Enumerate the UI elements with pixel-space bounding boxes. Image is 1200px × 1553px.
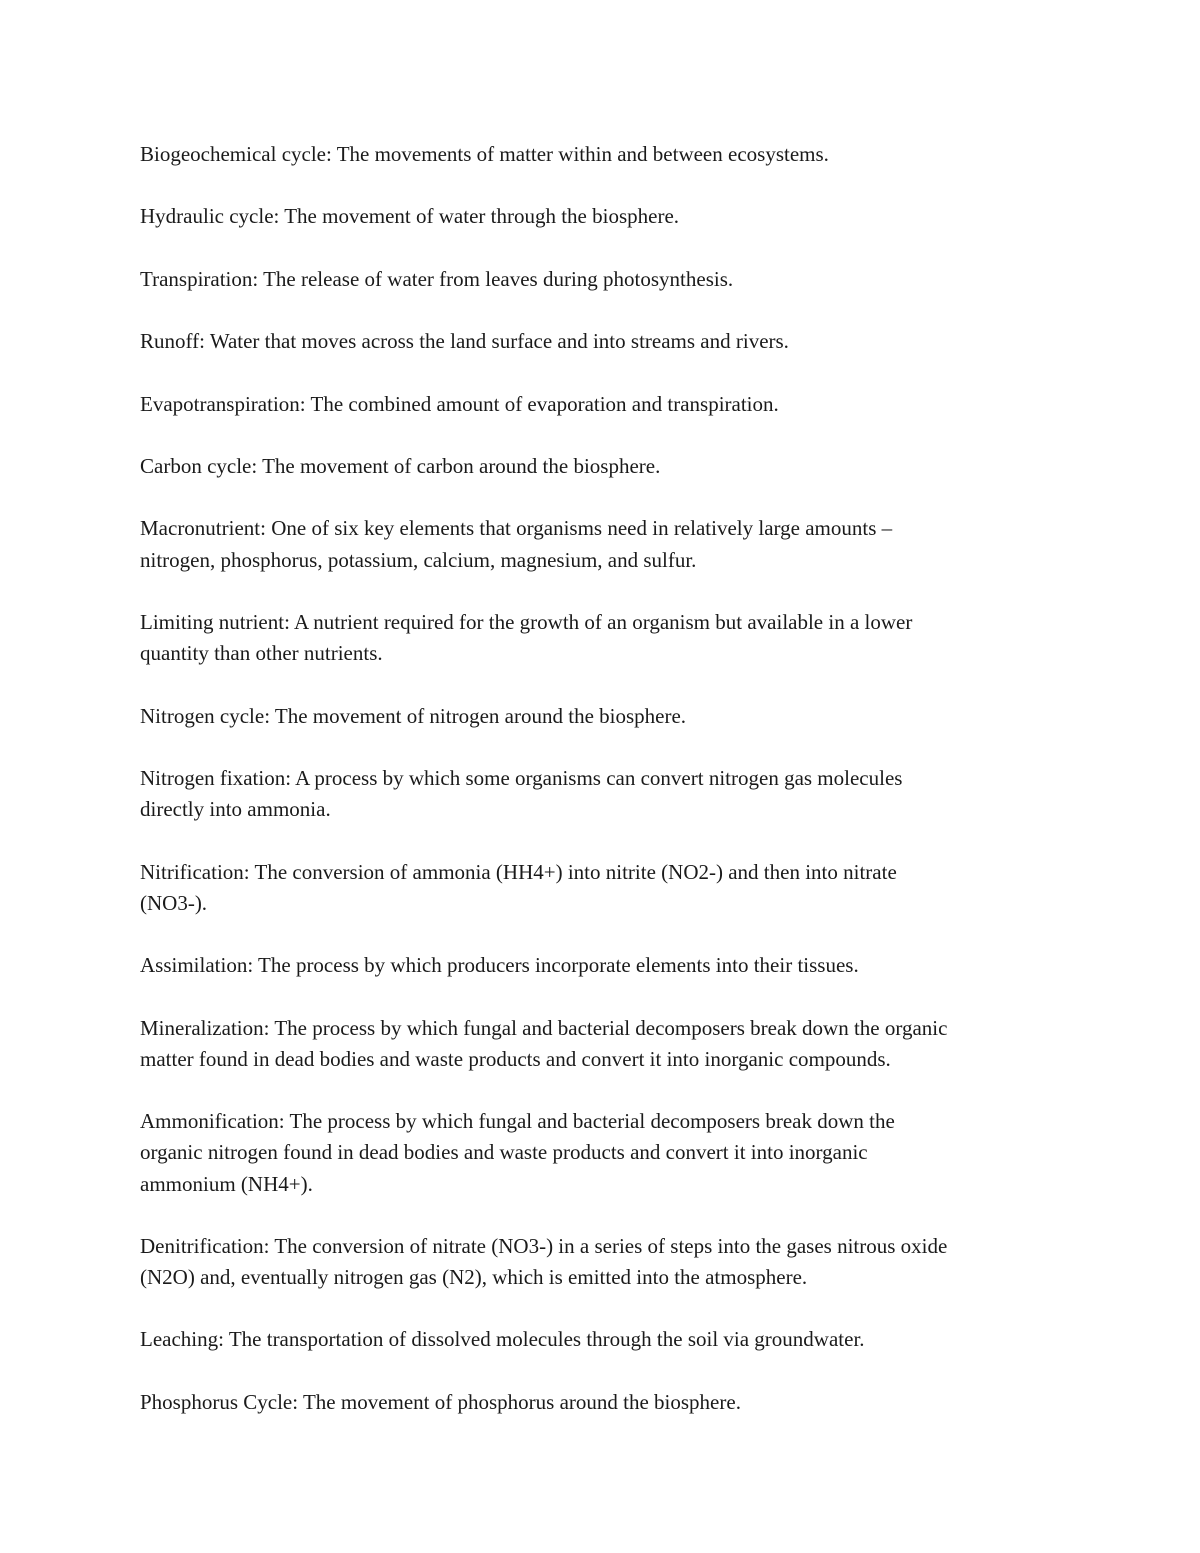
glossary-entry-limiting-nutrient: Limiting nutrient: A nutrient required for the growth of an organism but available in a lower quantity than other nutrients. <box>140 609 913 666</box>
glossary-entry-mineralization: Mineralization: The process by which fungal and bacterial decomposers break down the organic matter found in dead bodies and waste products and convert it into inorganic compounds. <box>140 1015 948 1071</box>
glossary-entry-transpiration: Transpiration: The release of water from leaves during photosynthesis. <box>140 266 734 291</box>
glossary-entry-assimilation: Assimilation: The process by which producers incorporate elements into their tissues. <box>140 953 859 978</box>
glossary-entry-evapotranspiration: Evapotranspiration: The combined amount of evaporation and transpiration. <box>140 391 779 416</box>
glossary-entry-biogeochemical-cycle: Biogeochemical cycle: The movements of matter within and between ecosystems. <box>140 142 829 166</box>
glossary-entry-phosphorus-cycle: Phosphorus Cycle: The movement of phosphorus around the biosphere. <box>140 1389 741 1414</box>
glossary-entry-runoff: Runoff: Water that moves across the land surface and into streams and rivers. <box>140 329 789 354</box>
glossary-entry-nitrogen-fixation: Nitrogen fixation: A process by which some organisms can convert nitrogen gas molecules directly into ammonia. <box>140 765 903 822</box>
glossary-entry-leaching: Leaching: The transportation of dissolved molecules through the soil via groundwater. <box>140 1327 865 1352</box>
glossary-entry-carbon-cycle: Carbon cycle: The movement of carbon around the biosphere. <box>140 453 661 478</box>
glossary-list <box>140 139 1060 1449</box>
glossary-entry-denitrification: Denitrification: The conversion of nitrate (NO3-) in a series of steps into the gases nitrous oxide (N2O) and, eventually nitrogen gas (N2), which is emitted into the atmosphere. <box>140 1233 948 1290</box>
glossary-entry-nitrification: Nitrification: The conversion of ammonia (HH4+) into nitrite (NO2-) and then into nitrate (NO3-). <box>140 859 897 915</box>
glossary-entry-ammonification: Ammonification: The process by which fungal and bacterial decomposers break down the organic nitrogen found in dead bodies and waste products and convert it into inorganic ammonium (NH4+). <box>140 1109 895 1196</box>
glossary-entry-nitrogen-cycle: Nitrogen cycle: The movement of nitrogen around the biosphere. <box>140 703 687 728</box>
glossary-entry-hydraulic-cycle: Hydraulic cycle: The movement of water through the biosphere. <box>140 204 680 229</box>
glossary-entry-macronutrient: Macronutrient: One of six key elements that organisms need in relatively large amounts – nitrogen, phosphorus, potassium, calcium, magnesium, and sulfur. <box>140 516 893 572</box>
